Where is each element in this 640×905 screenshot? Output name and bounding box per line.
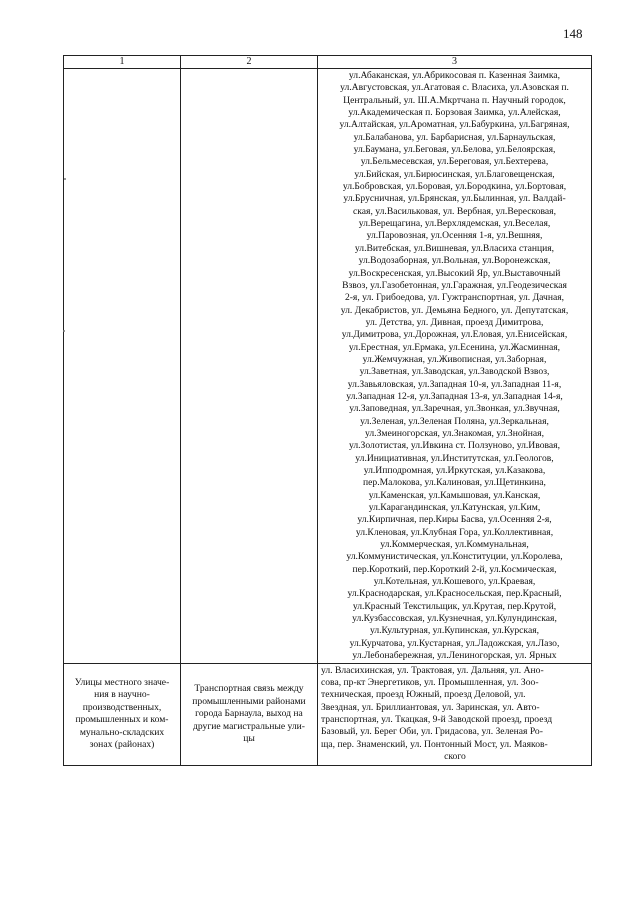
- street-line: ул. Детства, ул. Дивная, проезд Димитрова,: [365, 316, 544, 328]
- street-line: ул.Августовская, ул.Агатовая с. Власиха, ул.Азовская п.: [340, 82, 569, 94]
- zone-street-line: Базовый, ул. Берег Оби, ул. Гридасова, ул. Зеленая Ро-: [321, 726, 543, 738]
- street-line: ул.Абаканская, ул.Абрикосовая п. Казенная Заимка,: [348, 70, 561, 81]
- street-line: ул.Котельная, ул.Кошевого, ул.Краевая,: [373, 576, 536, 588]
- zone-category-line: зонах (районах): [89, 739, 155, 751]
- street-line: ул.Ерестная, ул.Ермака, ул.Есенина, ул.Жасминная,: [348, 341, 561, 353]
- street-line: ул.Золотистая, ул.Ивкина ст. Ползуново, ул.Ивовая,: [349, 440, 560, 452]
- street-line: пер.Короткий, пер.Короткий 2-й, ул.Космическая,: [352, 563, 557, 575]
- street-line: ул.Димитрова, ул.Дорожная, ул.Еловая, ул.Енисейская,: [341, 329, 568, 341]
- street-line: ул.Зеленая, ул.Зеленая Поляна, ул.Зеркальная,: [360, 415, 549, 427]
- header-col-1: 1: [64, 56, 181, 69]
- street-line: Взвоз, ул.Газобетонная, ул.Гаражная, ул.Геодезическая: [342, 279, 567, 291]
- street-line: ул.Заповедная, ул.Заречная, ул.Звонкая, ул.Звучная,: [349, 403, 560, 415]
- zone-street-line: ского: [444, 750, 466, 762]
- table-row: [64, 69, 592, 664]
- street-line: ул.Инициативная, ул.Институтская, ул.Геологов,: [355, 452, 554, 464]
- street-line: ул. Декабристов, ул. Демьяна Бедного, ул. Депутатская,: [340, 304, 569, 316]
- zone-streets-cell: [318, 663, 592, 766]
- street-line: Центральный, ул. Ш.А.Мкртчана п. Научный городок,: [343, 94, 566, 106]
- street-line: ул.Кленовая, ул.Клубная Гора, ул.Коллективная,: [355, 526, 554, 538]
- street-line: ул.Коммерческая, ул.Коммунальная,: [380, 539, 529, 551]
- street-line: ул.Академическая п. Борзовая Заимка, ул.Алейская,: [348, 107, 561, 119]
- zone-street-line: Звездная, ул. Бриллиантовая, ул. Заринская, ул. Авто-: [321, 701, 540, 713]
- zone-street-line: ща, пер. Знаменский, ул. Понтонный Мост, ул. Маяков-: [321, 738, 548, 750]
- scan-speck: [64, 178, 66, 180]
- street-line: ул.Краснодарская, ул.Красносельская, пер.Красный,: [347, 588, 562, 600]
- street-line: ул.Жемчужная, ул.Живописная, ул.Заборная,: [362, 353, 547, 365]
- streets-table: [63, 55, 592, 766]
- street-line: ул.Заветная, ул.Заводская, ул.Заводской Взвоз,: [359, 366, 550, 378]
- street-line: ул.Змеиногорская, ул.Знакомая, ул.Знойная,: [365, 427, 544, 439]
- street-line: ул.Карагандинская, ул.Катунская, ул.Ким,: [368, 502, 541, 514]
- zone-category-line: производственных,: [82, 701, 162, 713]
- zone-category-line: Улицы местного значе-: [74, 676, 170, 688]
- street-line: ул.Витебская, ул.Вишневая, ул.Власиха станция,: [354, 242, 555, 254]
- street-line: ул.Алтайская, ул.Ароматная, ул.Бабуркина, ул.Багряная,: [339, 119, 570, 131]
- street-line: ул.Лебонабережная, ул.Лениногорская, ул. Ярных: [352, 650, 557, 662]
- street-line: ул.Кирпичная, пер.Киры Басва, ул.Осенняя 2-я,: [357, 514, 552, 526]
- empty-cell: [181, 69, 318, 664]
- street-line: ул.Верещагина, ул.Верхлядемская, ул.Веселая,: [358, 218, 551, 230]
- table-row: [64, 663, 592, 766]
- zone-purpose-cell: [181, 663, 318, 766]
- street-line: ул.Красный Текстильщик, ул.Крутая, пер.Крутой,: [352, 600, 557, 612]
- zone-purpose-line: промышленными районами: [192, 695, 306, 707]
- street-line: ул.Бельмесевская, ул.Береговая, ул.Бехтерева,: [360, 156, 549, 168]
- street-line: ул.Бобровская, ул.Боровая, ул.Бородкина, ул.Бортовая,: [342, 181, 567, 193]
- street-line: ул.Баумана, ул.Беговая, ул.Белова, ул.Белоярская,: [353, 144, 556, 156]
- zone-category-cell: [64, 663, 181, 766]
- street-line: пер.Малокова, ул.Калиновая, ул.Щетинкина,: [363, 477, 546, 489]
- street-line: ул.Коммунистическая, ул.Конституции, ул.Королева,: [346, 551, 563, 563]
- zone-purpose-line: другие магистральные ули-: [192, 720, 305, 732]
- street-line: ул.Кузбассовская, ул.Кузнечная, ул.Кулундинская,: [352, 613, 557, 625]
- streets-list-cell: [318, 69, 592, 664]
- zone-street-line: ул. Власихинская, ул. Трактовая, ул. Дальняя, ул. Ано-: [321, 664, 544, 676]
- empty-cell: [64, 69, 181, 664]
- street-line: ул.Завьяловская, ул.Западная 10-я, ул.Западная 11-я,: [347, 378, 562, 390]
- street-line: ул.Воскресенская, ул.Высокий Яр, ул.Выставочный: [348, 267, 561, 279]
- zone-category-line: мунально-складских: [79, 726, 165, 738]
- street-line: ул.Бийская, ул.Бирюсинская, ул.Благовещенская,: [354, 168, 555, 180]
- street-line: ская, ул.Васильковая, ул. Вербная, ул.Вересковая,: [353, 205, 556, 217]
- header-col-2: 2: [181, 56, 318, 69]
- street-line: 2-я, ул. Грибоедова, ул. Гужтранспортная, ул. Дачная,: [344, 292, 565, 304]
- zone-purpose-line: цы: [243, 733, 255, 745]
- street-line: ул.Паровозная, ул.Осенняя 1-я, ул.Вешняя,: [366, 230, 543, 242]
- street-line: ул.Курчатова, ул.Кустарная, ул.Ладожская, ул.Лазо,: [349, 637, 560, 649]
- page-number: 148: [563, 26, 583, 41]
- street-line: ул.Брусничная, ул.Брянская, ул.Былинная, ул. Валдай-: [343, 193, 566, 205]
- street-line: ул.Культурная, ул.Купинская, ул.Курская,: [369, 625, 540, 637]
- street-line: ул.Западная 12-я, ул.Западная 13-я, ул.Западная 14-я,: [346, 390, 563, 402]
- street-line: ул.Балабанова, ул. Барбарисная, ул.Барнаульская,: [353, 131, 556, 143]
- header-col-3: 3: [318, 56, 592, 69]
- zone-street-line: техническая, проезд Южный, проезд Деловой, ул.: [321, 689, 526, 701]
- street-line: ул.Водозаборная, ул.Вольная, ул.Воронежская,: [358, 255, 551, 267]
- zone-purpose-line: Транспортная связь между: [194, 683, 304, 695]
- scan-speck: [63, 330, 65, 332]
- table-header-row: [64, 56, 592, 69]
- zone-street-line: транспортная, ул. Ткацкая, 9-й Заводской проезд, проезд: [321, 713, 553, 725]
- street-line: ул.Каменская, ул.Камышовая, ул.Канская,: [368, 489, 541, 501]
- zone-category-line: ния в научно-: [94, 689, 150, 701]
- street-line: ул.Ипподромная, ул.Иркутская, ул.Казакова,: [363, 465, 546, 476]
- zone-purpose-line: города Барнаула, выход на: [195, 708, 303, 720]
- zone-category-line: промышленных и ком-: [75, 714, 169, 726]
- zone-street-line: сова, пр-кт Энергетиков, ул. Промышленная, ул. Зоо-: [321, 676, 539, 688]
